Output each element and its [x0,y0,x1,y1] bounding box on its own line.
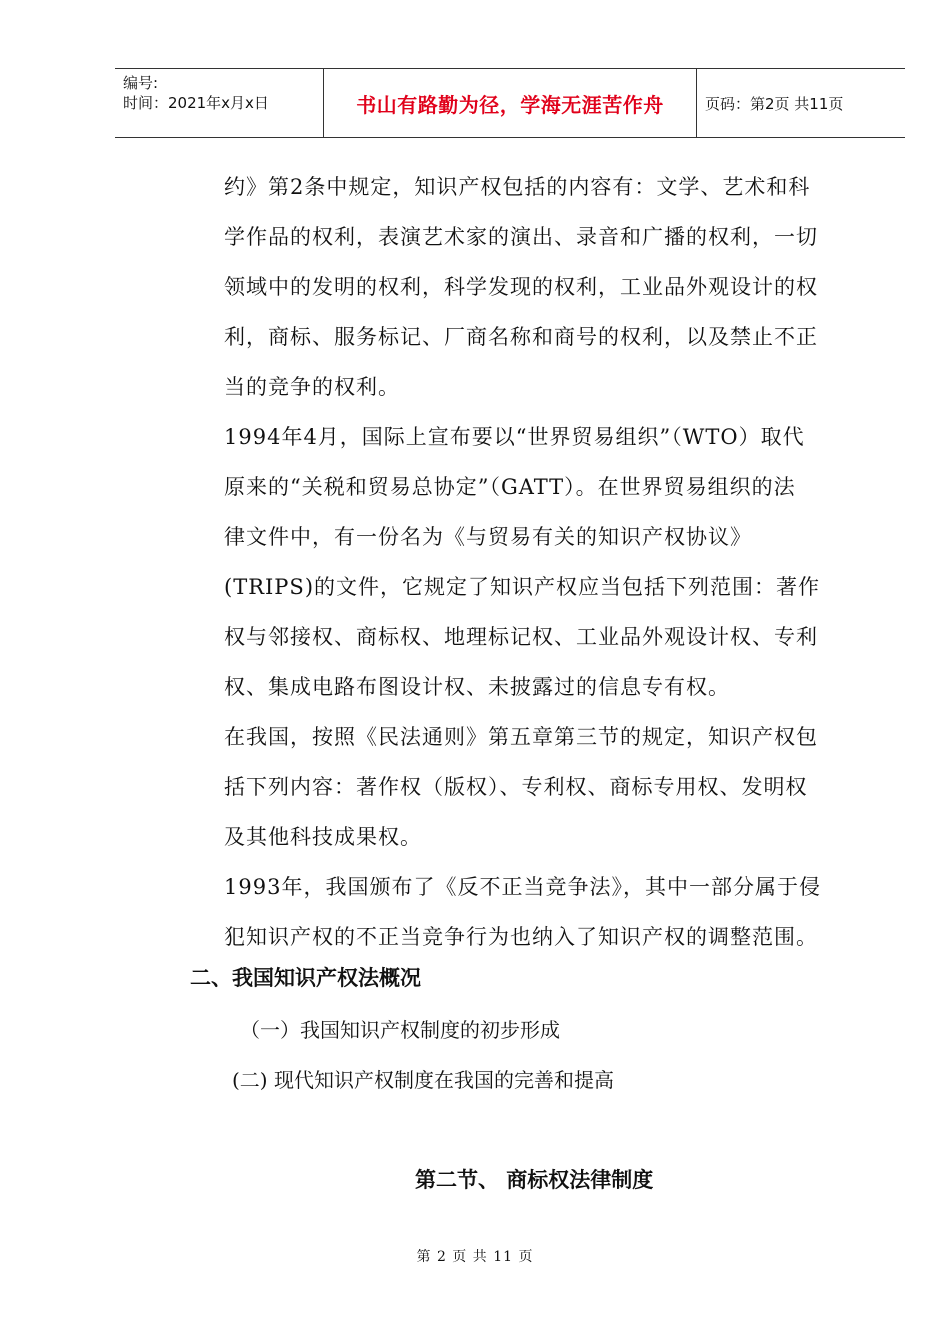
text-line: 当的竞争的权利。 [224,375,400,399]
text-line: 在我国，按照《民法通则》第五章第三节的规定，知识产权包 [224,725,818,749]
text-line: 1993年，我国颁布了《反不正当竞争法》，其中一部分属于侵 [224,875,821,899]
code-label: 编号: [123,74,159,92]
text-line: 及其他科技成果权。 [224,825,422,849]
time-label: 时间：2021年x月x日 [123,94,269,112]
text-line: 利，商标、服务标记、厂商名称和商号的权利，以及禁止不正 [224,325,818,349]
subsection-2: (二) 现代知识产权制度在我国的完善和提高 [232,1068,614,1092]
header-meta [115,69,324,137]
header-page-label: 页码：第2页 共11页 [705,94,844,113]
text-line: 1994年4月，国际上宣布要以“世界贸易组织”（WTO）取代 [224,425,805,449]
paragraph-1 [224,162,832,412]
text-line: 领域中的发明的权利，科学发现的权利，工业品外观设计的权 [224,275,818,299]
text-line: 学作品的权利，表演艺术家的演出、录音和广播的权利，一切 [224,225,818,249]
body-text [224,162,832,962]
text-line: 律文件中，有一份名为《与贸易有关的知识产权协议》 [224,525,752,549]
text-line: 权与邻接权、商标权、地理标记权、工业品外观设计权、专利 [224,625,818,649]
subsection-1: （一）我国知识产权制度的初步形成 [240,1018,560,1042]
section-heading: 二、我国知识产权法概况 [190,966,421,990]
chapter-heading: 第二节、 商标权法律制度 [415,1168,654,1192]
paragraph-3 [224,712,832,862]
text-line: (TRIPS)的文件，它规定了知识产权应当包括下列范围：著作 [224,575,821,599]
page-header [115,68,905,138]
text-line: 犯知识产权的不正当竞争行为也纳入了知识产权的调整范围。 [224,925,818,949]
paragraph-2 [224,412,832,712]
paragraph-4 [224,862,832,962]
page-footer: 第 2 页 共 11 页 [416,1249,534,1265]
text-line: 权、集成电路布图设计权、未披露过的信息专有权。 [224,675,730,699]
header-motto: 书山有路勤为径，学海无涯苦作舟 [324,69,697,137]
text-line: 括下列内容：著作权（版权）、专利权、商标专用权、发明权 [224,775,808,799]
text-line: 原来的“关税和贸易总协定”（GATT）。在世界贸易组织的法 [224,475,796,499]
text-line: 约》第2条中规定，知识产权包括的内容有：文学、艺术和科 [224,175,811,199]
